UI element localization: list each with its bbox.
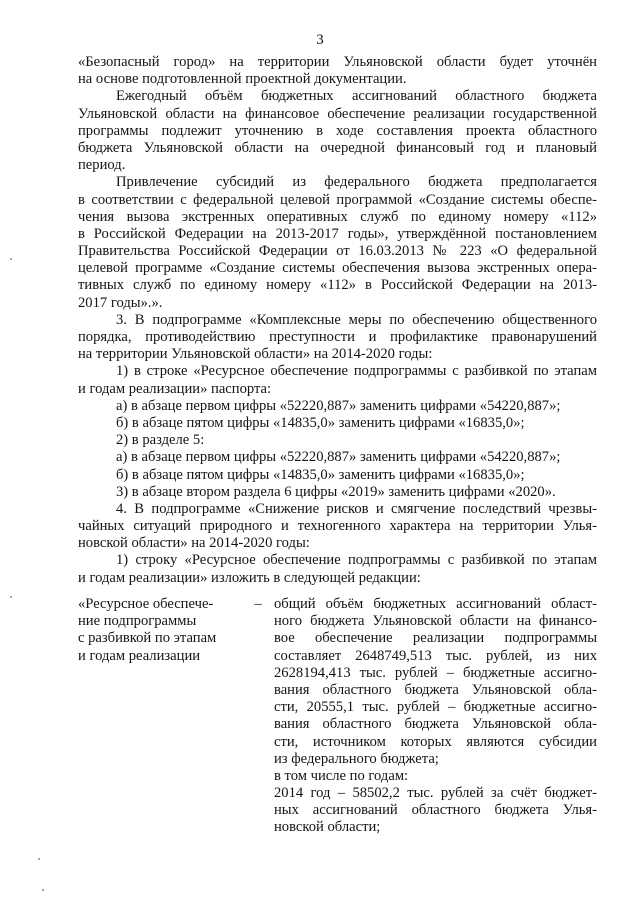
text-line: б) в абзаце пятом цифры «14835,0» заменить цифрами «16835,0»; [116, 466, 525, 483]
table-right-line: составляет 2648749,513 тыс. рублей, из них [274, 647, 597, 664]
table-left-line: с разбивкой по этапам [78, 630, 217, 647]
text-line: 4. В подпрограмме «Снижение рисков и смягчение последствий чрезвы- [116, 500, 597, 517]
text-line: на основе подготовленной проектной документации. [78, 71, 407, 88]
table-dash: – [254, 596, 262, 612]
text-line: порядка, противодействию преступности и профилактике правонарушений [78, 329, 597, 345]
text-line: 3) в абзаце втором раздела 6 цифры «2019» заменить цифрами «2020». [116, 483, 556, 500]
table-left-line: «Ресурсное обеспече- [78, 596, 214, 612]
text-line: целевой программе «Создание системы обеспечения вызова экстренных опера- [78, 260, 597, 277]
table-right-cell [274, 596, 597, 837]
table-left-cell [78, 596, 243, 665]
scan-speck [42, 889, 44, 891]
table-right-line: общий объём бюджетных ассигнований област- [274, 596, 597, 612]
text-line: на территории Ульяновской области» на 2014-2020 годы: [78, 346, 433, 363]
text-line: период. [78, 157, 126, 174]
table-right-line: ного бюджета Ульяновской области на финансо- [274, 613, 597, 630]
table-right-line: 2628194,413 тыс. рублей – бюджетные ассигно- [274, 664, 597, 681]
text-line: в Российской Федерации на 2013-2017 годы», утверждённой постановлением [78, 225, 597, 242]
text-line: Правительства Российской Федерации от 16.03.2013 № 223 «О федеральной [78, 243, 597, 260]
text-line: чения вызова экстренных оперативных служб по единому номеру «112» [78, 208, 597, 225]
table-right-line: вания областного бюджета Ульяновской обла- [274, 681, 597, 698]
table-right-line: 2014 год – 58502,2 тыс. рублей за счёт бюджет- [274, 785, 597, 802]
text-line: а) в абзаце первом цифры «52220,887» заменить цифрами «54220,887»; [116, 449, 561, 466]
text-line: Привлечение субсидий из федерального бюджета предполагается [116, 174, 597, 191]
text-line: программы подлежит уточнению в ходе составления проекта областного [78, 122, 597, 139]
text-line: новской области» на 2014-2020 годы: [78, 535, 310, 552]
text-line: бюджета Ульяновской области на очередной финансовый год и плановый [78, 139, 597, 156]
scan-speck [10, 258, 12, 260]
text-line: б) в абзаце пятом цифры «14835,0» заменить цифрами «16835,0»; [116, 414, 525, 431]
text-line: Ежегодный объём бюджетных ассигнований областного бюджета [116, 88, 597, 105]
page-number: 3 [316, 32, 324, 48]
table-right-line: в том числе по годам: [274, 767, 409, 784]
table-left-line: ние подпрограммы [78, 613, 197, 630]
text-line: и годам реализации» паспорта: [78, 380, 272, 397]
text-line: «Безопасный город» на территории Ульяновской области будет уточнён [78, 54, 597, 70]
table-right-line: вания областного бюджета Ульяновской обла- [274, 716, 597, 733]
text-line: 1) в строке «Ресурсное обеспечение подпрограммы с разбивкой по этапам [116, 363, 597, 380]
text-line: 2017 годы».». [78, 294, 163, 311]
scan-speck [10, 596, 12, 598]
text-line: Ульяновской области на финансовое обеспечение реализации государственной [78, 105, 597, 122]
table-right-line: из федерального бюджета; [274, 750, 439, 767]
text-line: 1) строку «Ресурсное обеспечение подпрограммы с разбивкой по этапам [116, 552, 597, 569]
text-line: в соответствии с федеральной целевой программой «Создание системы обеспе- [78, 191, 597, 208]
text-line: 2) в разделе 5: [116, 432, 205, 449]
text-line: 3. В подпрограмме «Комплексные меры по обеспечению общественного [116, 311, 597, 328]
table-right-line: ных ассигнований областного бюджета Улья- [274, 802, 597, 819]
text-line: и годам реализации» изложить в следующей редакции: [78, 569, 421, 586]
table-right-line: новской области; [274, 819, 381, 836]
table-right-line: вое обеспечение реализации подпрограммы [274, 630, 597, 647]
text-line: тивных служб по единому номеру «112» в Российской Федерации на 2013- [78, 277, 597, 294]
text-line: а) в абзаце первом цифры «52220,887» заменить цифрами «54220,887»; [116, 397, 561, 414]
resource-table [78, 596, 597, 836]
text-line: чайных ситуаций природного и техногенного характера на территории Улья- [78, 518, 597, 535]
table-left-line: и годам реализации [78, 647, 201, 664]
table-right-line: сти, 20555,1 тыс. рублей – бюджетные ассигно- [274, 699, 597, 716]
document-body [78, 54, 597, 587]
scan-speck [38, 858, 40, 860]
table-right-line: сти, источником которых являются субсидии [274, 733, 597, 750]
